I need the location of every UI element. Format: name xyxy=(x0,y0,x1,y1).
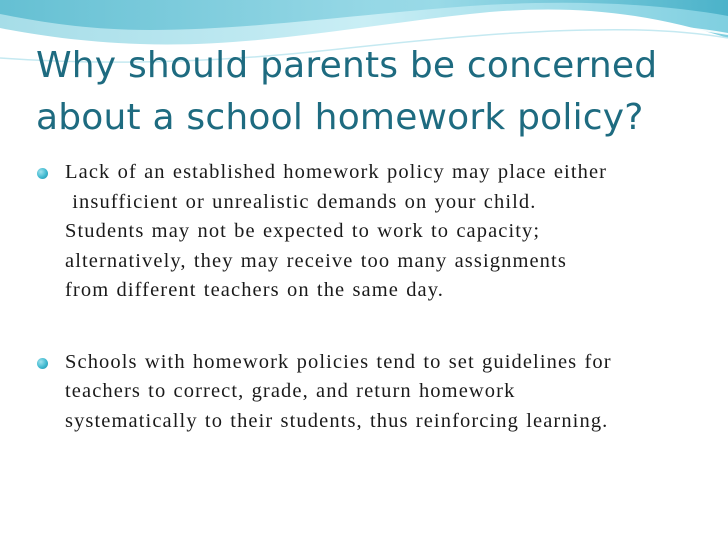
title-line-2: about a school homework policy? xyxy=(36,97,644,138)
bullet-2-line-1: Schools with homework policies tend to set guidelines for xyxy=(65,350,612,373)
bullet-item-guidelines xyxy=(36,348,706,437)
bullet-1-line-3: Students may not be expected to work to capacity; xyxy=(65,220,541,242)
bullet-list xyxy=(36,158,706,436)
title-line-1: Why should parents be concerned xyxy=(36,45,658,86)
bullet-1-line-5: from different teachers on the same day. xyxy=(65,279,445,301)
bullet-2-line-3: systematically to their students, thus reinforcing learning. xyxy=(65,409,609,432)
bullet-1-line-2: insufficient or unrealistic demands on your child. xyxy=(65,190,537,213)
slide-title xyxy=(36,40,716,144)
bullet-2-line-2: teachers to correct, grade, and return homework xyxy=(65,380,516,402)
bullet-1-line-4: alternatively, they may receive too many assignments xyxy=(65,249,567,272)
teal-circle-bullet-icon xyxy=(37,358,48,369)
bullet-item-homework-policy xyxy=(36,158,706,306)
bullet-1-line-1: Lack of an established homework policy may place either xyxy=(65,161,608,183)
teal-circle-bullet-icon xyxy=(37,168,48,179)
